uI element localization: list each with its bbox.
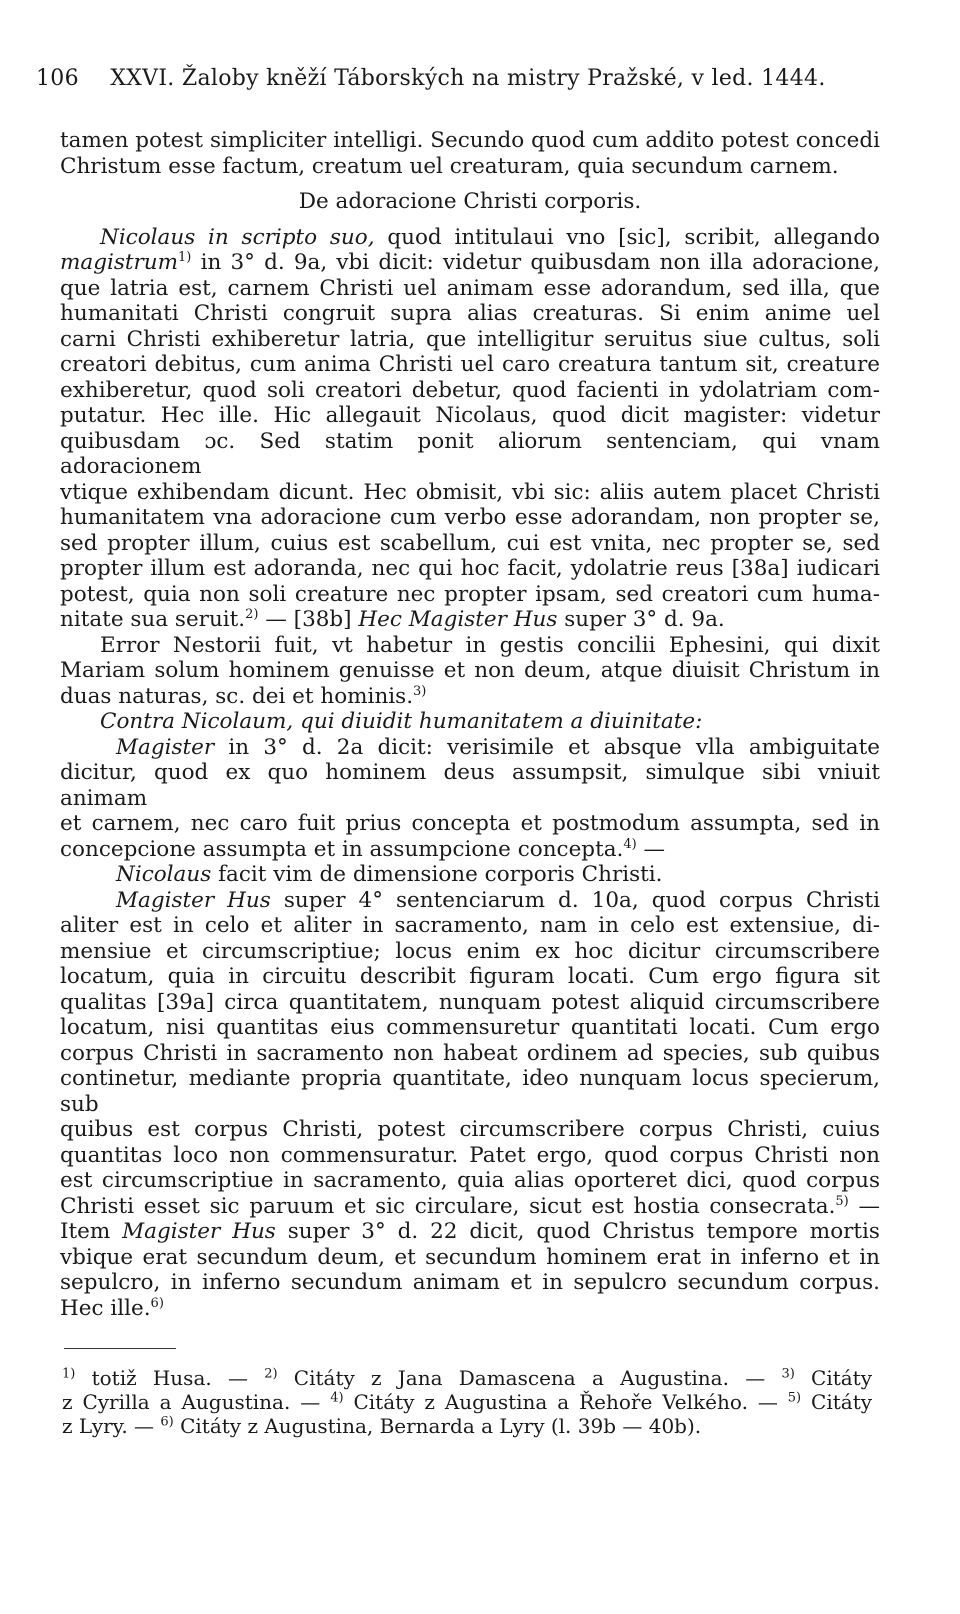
footnote-ref: 1) xyxy=(178,249,192,265)
text-line: Magister in 3° d. 2a dicit: verisimile et absque vlla ambiguitate xyxy=(116,734,880,760)
italic-name: Magister xyxy=(116,734,215,760)
text-line: sed propter illum, cuius est scabellum, cui est vnita, nec propter se, sed xyxy=(60,530,880,556)
italic-name: Nicolaus xyxy=(100,224,196,250)
italic-name: Magister Hus xyxy=(122,1219,276,1244)
text-line: sepulcro, in inferno secundum animam et in sepulcro secundum corpus. xyxy=(60,1270,880,1295)
text-line: et carnem, nec caro fuit prius concepta et postmodum assumpta, sed in xyxy=(60,811,880,836)
text-line: propter illum est adoranda, nec qui hoc facit, ydolatrie reus [38a] iudicari xyxy=(60,556,880,581)
footnote-line: $^{1)}$ totiž Husa. — $^{2)}$ Citáty z Jana Damascena a Augustina. — $^{3)}$ Citáty xyxy=(62,1366,873,1390)
text-line: nitate sua seruit.$^{2)}$ — [38b] Hec Magister Hus super 3° d. 9a. xyxy=(60,606,725,632)
footnote-line: z Lyry. — $^{6)}$ Citáty z Augustina, Bernarda a Lyry (l. 39b — 40b). xyxy=(62,1414,702,1438)
text-line: creatori debitus, cum anima Christi uel caro creatura tantum sit, creature xyxy=(60,352,880,377)
text-line: humanitatem vna adoracione cum verbo esse adorandam, non propter se, xyxy=(60,505,880,530)
text-line: locatum, nisi quantitas eius commensuretur quantitati locati. Cum ergo xyxy=(60,1015,880,1040)
text-line: quibus est corpus Christi, potest circumscribere corpus Christi, cuius xyxy=(60,1117,880,1142)
section-heading: De adoracione Christi corporis. xyxy=(298,189,642,214)
text-line: Christum esse factum, creatum uel creaturam, quia secundum carnem. xyxy=(60,153,839,179)
text-line: magistrum$^{1)}$ in 3° d. 9a, vbi dicit: videtur quibusdam non illa adoracione, xyxy=(60,249,880,275)
text-line: Item Magister Hus super 3° d. 22 dicit, quod Christus tempore mortis xyxy=(60,1219,880,1244)
text-line: vtique exhibendam dicunt. Hec obmisit, vbi sic: aliis autem placet Christi xyxy=(60,479,880,505)
italic-phrase: in scripto suo, xyxy=(208,224,375,250)
text-line: Christi esset sic paruum et sic circulare, sicut est hostia consecrata.$^{5)}$ — xyxy=(60,1193,880,1219)
italic-heading: Contra Nicolaum, qui diuidit humanitatem a diuinitate: xyxy=(100,709,703,734)
footnotes xyxy=(62,1366,872,1438)
italic-name: Magister Hus xyxy=(116,887,271,913)
text-line: quantitas loco non commensuratur. Patet ergo, quod corpus Christi non xyxy=(60,1142,880,1168)
text-line: Nicolaus facit vim de dimensione corporis Christi. xyxy=(116,862,663,887)
text-line: concepcione assumpta et in assumpcione concepta.$^{4)}$ — xyxy=(60,836,666,862)
footnote-ref: 4) xyxy=(623,836,637,852)
footnote-ref: 2) xyxy=(245,606,259,622)
italic-phrase: Hec Magister Hus xyxy=(358,607,558,632)
text-line: est circumscriptiue in sacramento, quia alias oporteret dici, quod corpus xyxy=(60,1168,880,1193)
text-line: mensiue et circumscriptiue; locus enim ex hoc dicitur circumscribere xyxy=(60,938,880,964)
footnote-ref: 3) xyxy=(413,683,427,699)
main-text xyxy=(60,128,880,1321)
text-line: tamen potest simpliciter intelligi. Secundo quod cum addito potest concedi xyxy=(60,128,880,153)
text-line: carni Christi exhiberetur latria, que intelligitur seruitus siue cultus, soli xyxy=(60,326,880,352)
text-line: quibusdam ɔc. Sed statim ponit aliorum sentenciam, qui vnam adoracionem xyxy=(60,428,880,479)
text-line: Hec ille.$^{6)}$ xyxy=(60,1295,164,1321)
footnote-ref: 6) xyxy=(150,1295,164,1311)
text-line: aliter est in celo et aliter in sacramento, nam in celo est extensiue, di- xyxy=(60,913,880,938)
text-line: que latria est, carnem Christi uel animam esse adorandum, sed illa, que xyxy=(60,275,880,301)
running-header xyxy=(36,66,826,91)
text-line: vbique erat secundum deum, et secundum hominem erat in inferno et in xyxy=(60,1244,880,1270)
footnote-line: z Cyrilla a Augustina. — $^{4)}$ Citáty z Augustina a Řehoře Velkého. — $^{5)}$ Citáty xyxy=(62,1390,873,1414)
text-line: potest, quia non soli creature nec propter ipsam, sed creatori cum huma- xyxy=(60,581,880,607)
text-line: Error Nestorii fuit, vt habetur in gestis concilii Ephesini, qui dixit xyxy=(100,632,880,658)
text-line: Magister Hus super 4° sentenciarum d. 10a, quod corpus Christi xyxy=(116,887,880,913)
italic-name: Nicolaus xyxy=(116,862,212,887)
text-line: continetur, mediante propria quantitate, ideo nunquam locus specierum, sub xyxy=(60,1066,880,1117)
text-line: putatur. Hec ille. Hic allegauit Nicolaus, quod dicit magister: videtur xyxy=(60,403,880,428)
footnote-ref: 5) xyxy=(835,1193,849,1209)
text-line: locatum, quia in circuitu describit figuram locati. Cum ergo figura sit xyxy=(60,964,880,989)
text-line: dicitur, quod ex quo hominem deus assumpsit, simulque sibi vniuit animam xyxy=(60,760,880,811)
text-line: Nicolaus in scripto suo, quod intitulaui vno [sic], scribit, allegando xyxy=(100,224,880,250)
text-line: exhiberetur, quod soli creatori debetur, quod facienti in ydolatriam com- xyxy=(60,377,880,403)
text-line: duas naturas, sc. dei et hominis.$^{3)}$ xyxy=(60,683,427,709)
footnote-divider xyxy=(64,1348,176,1349)
page-number: 106 xyxy=(36,66,79,91)
text-line: Mariam solum hominem genuisse et non deum, atque diuisit Christum in xyxy=(60,658,880,683)
running-title: XXVI. Žaloby kněží Táborských na mistry Pražské, v led. 1444. xyxy=(110,66,826,91)
text-line: qualitas [39a] circa quantitatem, nunquam potest aliquid circumscribere xyxy=(60,989,880,1015)
text-line: humanitati Christi congruit supra alias creaturas. Si enim anime uel xyxy=(60,301,880,326)
text-line: corpus Christi in sacramento non habeat ordinem ad species, sub quibus xyxy=(60,1040,880,1066)
